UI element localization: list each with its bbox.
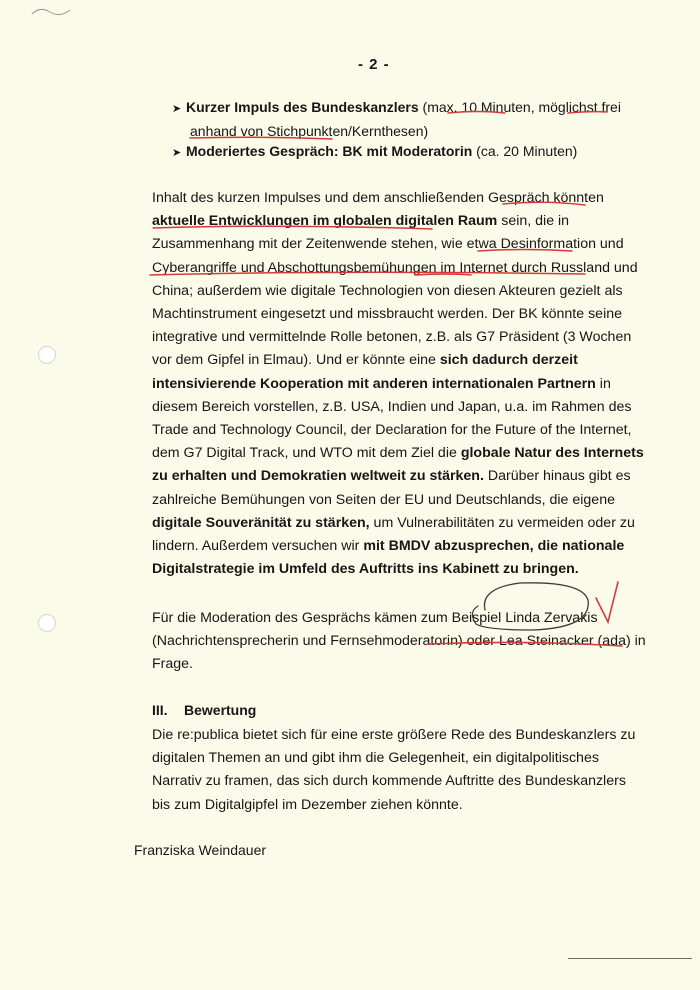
text-line: (Nachrichtensprecherin und Fernsehmoderatorin) oder Lea Steinacker (ada) in [152,633,646,650]
text-run: vor dem Gipfel in Elmau). Und er könnte eine [152,352,440,369]
bullet-item: ➤ Moderiertes Gespräch: BK mit Moderatorin (ca. 20 Minuten) [172,140,577,164]
bold-text: mit BMDV abzusprechen, die nationale [363,538,625,555]
text-line [152,373,622,396]
page-number: - 2 - [358,56,390,73]
text-line [152,465,631,488]
bold-text: digitale Souveränität zu stärken, [152,514,370,531]
text-line: digitalen Themen an und gibt ihm die Gelegenheit, ein digitalpolitisches [152,750,599,767]
text-line: diesem Bereich vorstellen, z.B. USA, Indien und Japan, u.a. im Rahmen des [152,398,632,415]
arrow-bullet-icon: ➤ [172,147,182,159]
text-line: Machtinstrument eingesetzt und missbraucht werden. Der BK könnte seine [152,306,623,323]
text-line: Cyberangriffe und Abschottungsbemühungen im Internet durch Russland und [152,259,638,276]
bold-text: zu erhalten und Demokratien weltweit zu stärken. [152,468,484,485]
text-run: lindern. Außerdem versuchen wir [152,538,364,555]
text-line: Inhalt des kurzen Impulses und dem anschließenden Gespräch könnten [152,190,604,206]
text-line: Narrativ zu framen, das sich durch kommende Auftritte des Bundeskanzlers [152,773,626,790]
section-heading: III. Bewertung [152,702,257,718]
text-line: Zusammenhang mit der Zeitenwende stehen, wie etwa Desinformation und [152,236,624,253]
punch-hole [38,614,56,632]
signature-name: Franziska Weindauer [134,842,267,858]
text-run: in [595,375,611,392]
text-line: integrative und vermittelnde Rolle betonen, z.B. als G7 Präsident (3 Wochen [152,329,632,346]
text-line [152,535,625,558]
text-line: Trade and Technology Council, der Declaration for the Future of the Internet, [152,422,632,439]
text-run: dem G7 Digital Track, und WTO mit dem Ziel die [152,445,461,462]
text-line: China; außerdem wie digitale Technologien von diesen Akteuren gezielt als [152,282,623,299]
text-line [152,512,635,535]
text-line: Die re:publica bietet sich für eine erste größere Rede des Bundeskanzlers zu [152,727,636,743]
bold-text: globale Natur des Internets [460,445,644,462]
text-line [152,210,622,233]
text-line: Für die Moderation des Gesprächs kämen zum Beispiel Linda Zervakis [152,610,598,626]
folded-corner [30,4,74,22]
text-line: zahlreiche Bemühungen von Seiten der EU und Deutschlands, die eigene [152,491,615,508]
text-run: um Vulnerabilitäten zu vermeiden oder zu [369,514,635,531]
paragraph-moderation [152,607,646,677]
divider [568,958,692,959]
text-run: sein, die in [497,213,570,230]
bullet-item: ➤ Kurzer Impuls des Bundeskanzlers (max. 10 Minuten, möglichst frei anhand von Stichpunkten/Kernthesen) [172,99,621,139]
bold-text: sich dadurch derzeit [439,352,578,369]
text-line [152,442,644,465]
text-line [152,558,622,581]
text-line: bis zum Digitalgipfel im Dezember ziehen könnte. [152,796,463,813]
text-line [152,349,622,372]
bold-text: Digitalstrategie im Umfeld des Auftritts ins Kabinett zu bringen. [152,561,579,578]
bold-text: aktuelle Entwicklungen im globalen digitalen Raum [152,213,498,230]
paragraph-content [152,187,644,581]
bold-text: intensivierende Kooperation mit anderen internationalen Partnern [152,375,596,392]
paragraph-assessment [152,724,636,817]
punch-hole [38,346,56,364]
arrow-bullet-icon: ➤ [172,103,182,115]
text-run: Darüber hinaus gibt es [483,468,631,485]
text-line: Frage. [152,656,194,673]
